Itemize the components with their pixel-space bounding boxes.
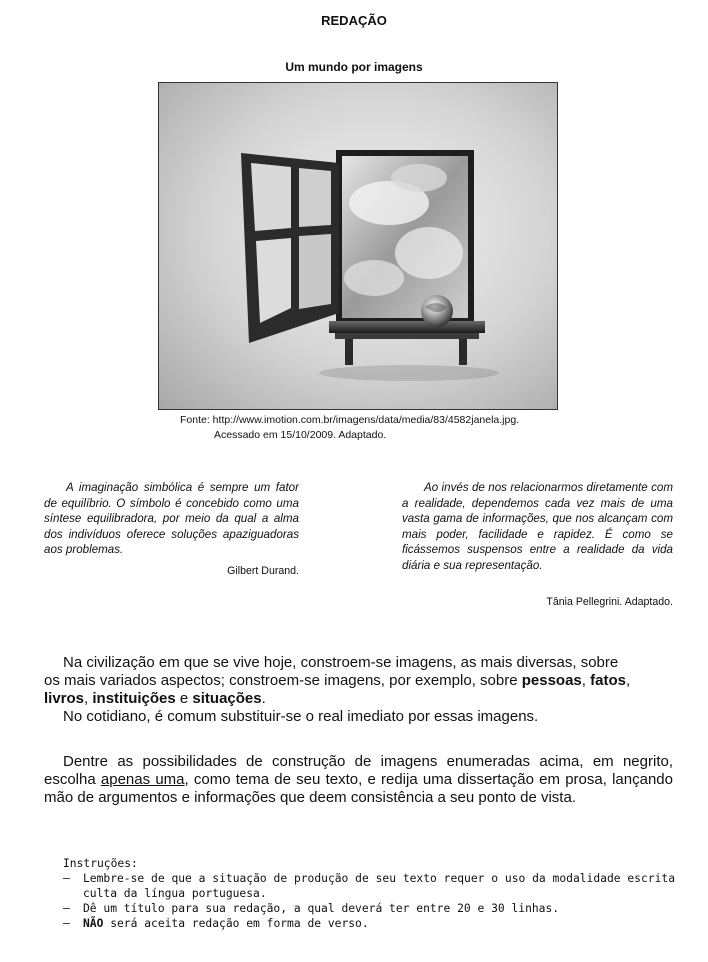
body-paragraph-1-line-3: livros, instituições e situações. xyxy=(44,690,266,707)
instruction-item-1-text: Lembre-se de que a situação de produção de seu texto requer o uso da modalidade escrita culta da língua portuguesa. xyxy=(83,872,675,900)
quote-durand xyxy=(44,480,299,558)
body-paragraph-3: Dentre as possibilidades de construção de imagens enumeradas acima, em negrito, escolha apenas uma, como tema de seu texto, e redija uma dissertação em prosa, lançando mão de argumentos e informações que deem consistência a seu ponto de vista. xyxy=(44,753,673,806)
instruction-item-2-text: Dê um título para sua redação, a qual deverá ter entre 20 e 30 linhas. xyxy=(83,902,560,915)
window-illustration xyxy=(158,82,558,410)
quote-durand-author: Gilbert Durand. xyxy=(227,565,299,577)
instruction-nao-bold: NÃO xyxy=(83,917,104,930)
keyword-fatos: fatos xyxy=(590,672,626,689)
keyword-instituicoes: instituições xyxy=(92,690,176,707)
keyword-livros: livros xyxy=(44,690,85,707)
body-paragraph-1-line-2: os mais variados aspectos; constroem-se imagens, por exemplo, sobre pessoas, fatos, xyxy=(44,672,631,689)
page-heading: REDAÇÃO xyxy=(321,13,387,28)
quote-pellegrini xyxy=(402,480,673,573)
quote-pellegrini-text: Ao invés de nos relacionarmos diretamente com a realidade, dependemos cada vez mais de uma vasta gama de informações, que nos alcançam com mais poder, facilidade e rapidez. É como se ficássemos suspensos entre a realidade da vida diária e sua representação. xyxy=(402,481,673,572)
instructions-title: Instruções: xyxy=(63,857,138,870)
keyword-situacoes: situações xyxy=(192,690,262,707)
emphasis-apenas-uma: apenas uma xyxy=(100,771,185,788)
instruction-item-3-text: NÃO será aceita redação em forma de verso. xyxy=(83,917,369,930)
keyword-pessoas: pessoas xyxy=(521,672,582,689)
section-subtitle: Um mundo por imagens xyxy=(285,60,423,74)
instruction-item-3 xyxy=(63,916,675,931)
body-paragraph-1 xyxy=(44,654,673,708)
open-window-with-globe-illustration-icon xyxy=(159,83,557,409)
figure-access-date: Acessado em 15/10/2009. Adaptado. xyxy=(214,429,387,441)
instruction-item-2 xyxy=(63,901,675,916)
quote-pellegrini-author: Tânia Pellegrini. Adaptado. xyxy=(546,596,673,608)
dash-bullet: – xyxy=(63,872,70,885)
quote-durand-text: A imaginação simbólica é sempre um fator de equilíbrio. O símbolo é concebido como uma síntese equilibradora, por meio da qual a alma dos indivíduos oferece soluções apaziguadoras aos problemas. xyxy=(44,481,299,556)
figure-source-url: Fonte: http://www.imotion.com.br/imagens/data/media/83/4582janela.jpg. xyxy=(180,414,520,426)
dash-bullet: – xyxy=(63,902,70,915)
instruction-item-1 xyxy=(63,871,675,901)
body-paragraph-1-line-1: Na civilização em que se vive hoje, constroem-se imagens, as mais diversas, sobre xyxy=(63,654,619,671)
dash-bullet: – xyxy=(63,917,70,930)
body-paragraph-2: No cotidiano, é comum substituir-se o real imediato por essas imagens. xyxy=(63,708,539,725)
